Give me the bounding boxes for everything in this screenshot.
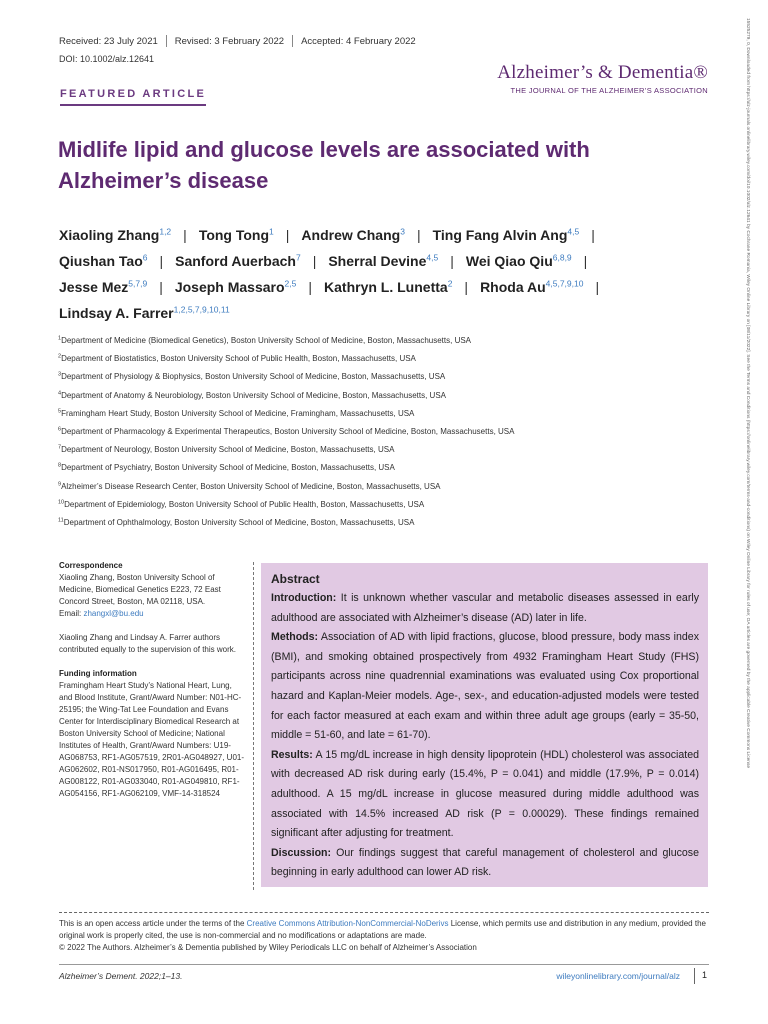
affiliation-number: 1: [58, 335, 62, 342]
download-note: [745, 18, 757, 1013]
affiliation-text: Framingham Heart Study, Boston University School of Medicine, Framingham, Massachusetts, USA: [61, 408, 415, 418]
article-dates: [59, 35, 416, 47]
received-date: Received: 23 July 2021: [59, 35, 158, 47]
affiliation: [58, 497, 718, 515]
accepted-date: Accepted: 4 February 2022: [301, 35, 416, 47]
author-separator: |: [159, 279, 163, 295]
author: [59, 253, 147, 269]
journal-logo: [488, 62, 708, 95]
author-separator: |: [285, 227, 290, 243]
affiliation-text: Alzheimer’s Disease Research Center, Boston University School of Medicine, Boston, Massachusetts, USA: [61, 481, 441, 491]
author-affiliation-refs[interactable]: 6: [142, 252, 148, 263]
affiliation: [58, 479, 718, 497]
email-label: Email:: [59, 609, 84, 618]
affiliation-number: 9: [58, 480, 62, 487]
author-affiliation-refs[interactable]: 7: [295, 252, 301, 263]
author-name: Xiaoling Zhang: [59, 227, 160, 243]
doi: DOI: 10.1002/alz.12641: [59, 54, 155, 64]
affiliation-list: [58, 333, 718, 533]
author: [324, 279, 452, 295]
page-number: 1: [702, 970, 708, 980]
funding-text: Framingham Heart Study’s National Heart, Lung, and Blood Institute, Grant/Award Number: N01-HC-25195; the Wing-Tat Lee Foundation and Evans Center for Interdisciplinary Biomedical Research at Boston University School of Medicine; National Institutes of Health, Grant/Award Numbers: U19-AG068753, RF1-AG057519, 2R01-AG048927, U01-AG062602, R01-NS017950, R01-AG016495, R01-AG008122, R01-AG033040, R01-AG049810, RF1-AG054156, RF1-AG062109, VMF-14-318524: [59, 681, 245, 798]
affiliation: [58, 424, 718, 442]
affiliation-number: 5: [58, 408, 62, 415]
license-text: [59, 918, 711, 954]
download-note-text: 15525279, 0, Downloaded from https://alz-journals.onlinelibrary.wiley.com/doi/10.1002/alz.12641 by Cochrane Romania, Wiley Online Library on [08/11/2022]. See the Terms and Conditions (https://onlinelibrary.wiley.com/terms-and-conditions) on Wiley Online Library for rules of use; OA articles are governed by the applicable Creative Commons License: [745, 18, 750, 769]
citation: Alzheimer’s Dement. 2022;1–13.: [59, 971, 183, 981]
author-separator: |: [591, 227, 595, 243]
affiliation: [58, 406, 718, 424]
author-name: Joseph Massaro: [174, 279, 285, 295]
results-label: Results:: [271, 748, 313, 761]
affiliation-text: Department of Medicine (Biomedical Genetics), Boston University School of Medicine, Boston, Massachusetts, USA: [61, 336, 472, 345]
journal-name: Alzheimer’s & Dementia®: [497, 62, 708, 83]
correspondence-heading: Correspondence: [59, 561, 123, 570]
author-separator: |: [464, 279, 469, 295]
methods-text: Association of AD with lipid fractions, glucose, blood pressure, body mass index (BMI), and smoking obtained prospectively from 4932 Framingham Heart Study (FHS) participants across nine quadrennial examinations was evaluated using Cox proportional hazard and Kaplan-Meier models. Age-, sex-, and education-adjusted models were tested for each factor measured at each exam and within three adult age groups (early = 35-50, middle = 51-60, and late = 61-70).: [271, 631, 699, 742]
abstract-introduction: [271, 589, 699, 628]
column-divider: [253, 562, 254, 890]
copyright: © 2022 The Authors. Alzheimer’s & Dementia published by Wiley Periodicals LLC on behalf of Alzheimer’s Association: [59, 943, 477, 952]
affiliation-text: Department of Physiology & Biophysics, Boston University School of Medicine, Boston, Massachusetts, USA: [61, 372, 446, 382]
author-separator: |: [450, 253, 454, 269]
bottom-rule: [59, 964, 709, 965]
author-affiliation-refs[interactable]: 2,5: [284, 278, 297, 289]
author-name: Wei Qiao Qiu: [465, 253, 553, 269]
author: [59, 305, 230, 321]
author-separator: |: [416, 227, 421, 243]
license-pre: This is an open access article under the terms of the: [59, 919, 247, 928]
journal-subtitle: THE JOURNAL OF THE ALZHEIMER’S ASSOCIATION: [510, 86, 708, 95]
affiliation-text: Department of Anatomy & Neurobiology, Boston University School of Medicine, Boston, Massachusetts, USA: [61, 390, 446, 400]
funding-heading: Funding information: [59, 669, 137, 678]
author-name: Jesse Mez: [59, 279, 129, 295]
affiliation-number: 10: [58, 499, 65, 506]
abstract-results: [271, 746, 699, 844]
author-separator: |: [312, 253, 317, 269]
discussion-label: Discussion:: [271, 846, 332, 859]
affiliation-number: 7: [58, 444, 62, 451]
author-affiliation-refs[interactable]: 1: [269, 226, 274, 237]
discussion-text: Our findings suggest that careful management of cholesterol and glucose beginning in early adulthood can lower AD risk.: [271, 846, 699, 879]
divider: [292, 35, 293, 47]
journal-url[interactable]: wileyonlinelibrary.com/journal/alz: [556, 971, 680, 981]
section-label: FEATURED ARTICLE: [60, 88, 206, 106]
results-text: A 15 mg/dL increase in high density lipoprotein (HDL) cholesterol was associated with decreased AD risk during early (15.4%, P = 0.041) and middle (17.9%, P = 0.014) adulthood. A 15 mg/dL increase in glucose measured during middle adulthood was associated with 14.5% increased AD risk (P = 0.00029). These findings remained significant after adjusting for treatment.: [271, 748, 699, 840]
author-affiliation-refs[interactable]: 1,2,5,7,9,10,11: [173, 304, 230, 315]
license-link[interactable]: Creative Commons Attribution-NonCommercial-NoDerivs: [246, 919, 449, 928]
author-affiliation-refs[interactable]: 4,5: [567, 226, 580, 237]
author: [433, 227, 580, 243]
affiliation: [58, 351, 718, 369]
author: [59, 279, 147, 295]
affiliation-text: Department of Epidemiology, Boston University School of Public Health, Boston, Massachusetts, USA: [64, 499, 425, 509]
author-name: Ting Fang Alvin Ang: [432, 227, 568, 243]
revised-date: Revised: 3 February 2022: [174, 35, 285, 47]
page-divider: [694, 968, 695, 984]
author-separator: |: [183, 227, 187, 243]
footer-divider: [59, 912, 709, 913]
author-affiliation-refs[interactable]: 6,8,9: [552, 252, 572, 263]
affiliation: [58, 442, 718, 460]
author-name: Sanford Auerbach: [175, 253, 296, 269]
license-post: License, which permits use and distribution in any medium, provided the original work is properly cited, the use is non-commercial and no modifications or adaptations are made.: [59, 919, 706, 940]
author-separator: |: [308, 279, 313, 295]
author-affiliation-refs[interactable]: 1,2: [159, 226, 172, 237]
author-name: Kathryn L. Lunetta: [324, 279, 448, 295]
abstract-methods: [271, 628, 699, 746]
affiliation-number: 4: [58, 389, 62, 396]
author-separator: |: [583, 253, 588, 269]
author-affiliation-refs[interactable]: 2: [447, 278, 453, 289]
author-name: Qiushan Tao: [59, 253, 143, 269]
affiliation: [58, 333, 718, 351]
affiliation-number: 3: [58, 371, 62, 378]
affiliation-text: Department of Biostatistics, Boston University School of Public Health, Boston, Massachusetts, USA: [61, 354, 416, 364]
author-affiliation-refs[interactable]: 4,5: [426, 252, 439, 263]
author-list: [59, 222, 709, 326]
abstract-box: [261, 563, 708, 887]
correspondence-panel: [59, 560, 244, 812]
author-name: Tong Tong: [198, 227, 270, 243]
affiliation-text: Department of Psychiatry, Boston University School of Medicine, Boston, Massachusetts, USA: [61, 463, 395, 473]
author-separator: |: [159, 253, 164, 269]
affiliation: [58, 388, 718, 406]
affiliation-number: 11: [58, 517, 64, 524]
contribution-note: Xiaoling Zhang and Lindsay A. Farrer authors contributed equally to the supervision of this work.: [59, 633, 236, 654]
author-name: Andrew Chang: [301, 227, 401, 243]
author-affiliation-refs[interactable]: 5,7,9: [128, 278, 148, 289]
article-title: Midlife lipid and glucose levels are associated with Alzheimer’s disease: [58, 137, 590, 193]
author: [301, 227, 405, 243]
author: [175, 253, 301, 269]
affiliation-text: Department of Neurology, Boston University School of Medicine, Boston, Massachusetts, USA: [61, 445, 395, 455]
author-separator: |: [595, 279, 600, 295]
affiliation-number: 8: [58, 462, 62, 469]
author: [175, 279, 297, 295]
abstract-discussion: [271, 844, 699, 883]
affiliation-number: 2: [58, 353, 62, 360]
author-name: Sherral Devine: [328, 253, 427, 269]
author-affiliation-refs[interactable]: 3: [400, 226, 405, 237]
abstract-heading: Abstract: [271, 572, 320, 586]
author-name: Rhoda Au: [480, 279, 546, 295]
affiliation-number: 6: [58, 426, 62, 433]
affiliation: [58, 369, 718, 387]
correspondence-email: [59, 608, 244, 620]
methods-label: Methods:: [271, 631, 319, 644]
introduction-text: It is unknown whether vascular and metabolic diseases assessed in early adulthood are associated with Alzheimer’s disease (AD) later in life.: [271, 592, 699, 624]
divider: [166, 35, 167, 47]
introduction-label: Introduction:: [271, 592, 337, 604]
affiliation: [58, 515, 718, 533]
author: [199, 227, 274, 243]
author: [480, 279, 583, 295]
author: [466, 253, 572, 269]
affiliation-text: Department of Ophthalmology, Boston University School of Medicine, Boston, Massachusetts, USA: [63, 517, 415, 527]
email-link[interactable]: zhangxl@bu.edu: [83, 609, 144, 618]
author: [59, 227, 171, 243]
author-name: Lindsay A. Farrer: [59, 305, 174, 321]
author: [328, 253, 438, 269]
correspondence-address: Xiaoling Zhang, Boston University School of Medicine, Biomedical Genetics E223, 72 East Concord Street, Boston, MA 02118, USA.: [59, 573, 221, 606]
affiliation: [58, 460, 718, 478]
affiliation-text: Department of Pharmacology & Experimental Therapeutics, Boston University School of Medicine, Boston, Massachusetts, USA: [61, 426, 515, 436]
author-affiliation-refs[interactable]: 4,5,7,9,10: [545, 278, 584, 289]
